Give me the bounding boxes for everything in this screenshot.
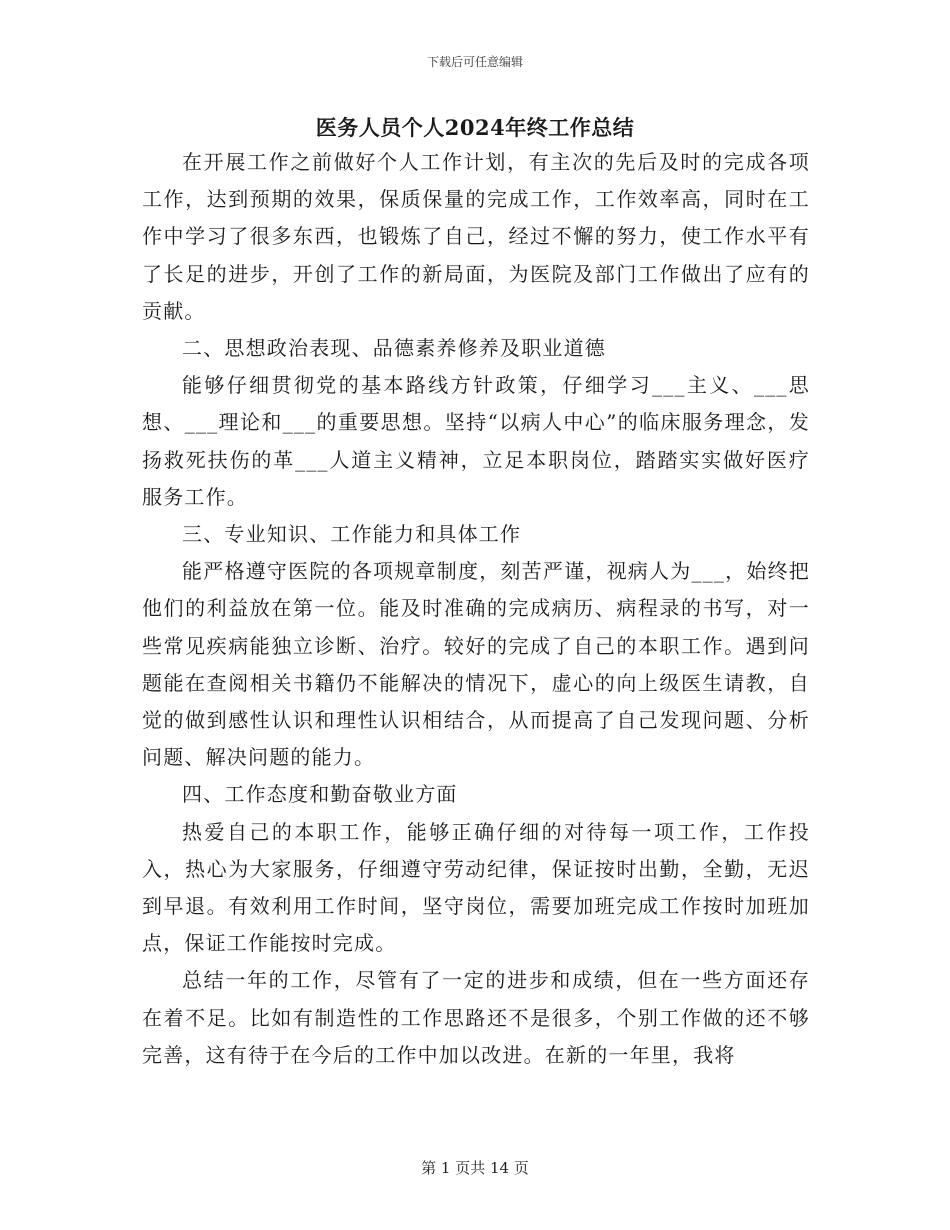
- document-title: 医务人员个人2024年终工作总结: [315, 115, 635, 140]
- document-body: [142, 144, 810, 1074]
- paragraph-politics: 能够仔细贯彻党的基本路线方针政策，仔细学习___主义、___思想、___理论和___的重要思想。坚持“以病人中心”的临床服务理念，发扬救死扶伤的革___人道主义精神，立足本职岗位，踏踏实实做好医疗服务工作。: [142, 373, 810, 509]
- paragraph-summary: 总结一年的工作，尽管有了一定的进步和成绩，但在一些方面还存在着不足。比如有制造性的工作思路还不是很多，个别工作做的还不够完善，这有待于在今后的工作中加以改进。在新的一年里，我将: [142, 968, 810, 1067]
- paragraph-professional: 能严格遵守医院的各项规章制度，刻苦严谨，视病人为___，始终把他们的利益放在第一位。能及时准确的完成病历、病程录的书写，对一些常见疾病能独立诊断、治疗。较好的完成了自己的本职工作。遇到问题能在查阅相关书籍仍不能解决的情况下，虚心的向上级医生请教，自觉的做到感性认识和理性认识相结合，从而提高了自己发现问题、分析问题、解决问题的能力。: [142, 559, 810, 770]
- header-note: 下载后可任意编辑: [426, 55, 523, 69]
- page-number-footer: 第 1 页共 14 页: [421, 1159, 529, 1177]
- paragraph-intro: 在开展工作之前做好个人工作计划，有主次的先后及时的完成各项工作，达到预期的效果，保质保量的完成工作，工作效率高，同时在工作中学习了很多东西，也锻炼了自己，经过不懈的努力，使工作水平有了长足的进步，开创了工作的新局面，为医院及部门工作做出了应有的贡献。: [142, 150, 810, 323]
- section-heading-4: 四、工作态度和勤奋敬业方面: [182, 782, 458, 807]
- paragraph-attitude: 热爱自己的本职工作，能够正确仔细的对待每一项工作，工作投入，热心为大家服务，仔细遵守劳动纪律，保证按时出勤，全勤，无迟到早退。有效利用工作时间，坚守岗位，需要加班完成工作按时加班加点，保证工作能按时完成。: [142, 819, 810, 956]
- section-heading-2: 二、思想政治表现、品德素养修养及职业道德: [182, 336, 606, 361]
- section-heading-3: 三、专业知识、工作能力和具体工作: [182, 522, 522, 547]
